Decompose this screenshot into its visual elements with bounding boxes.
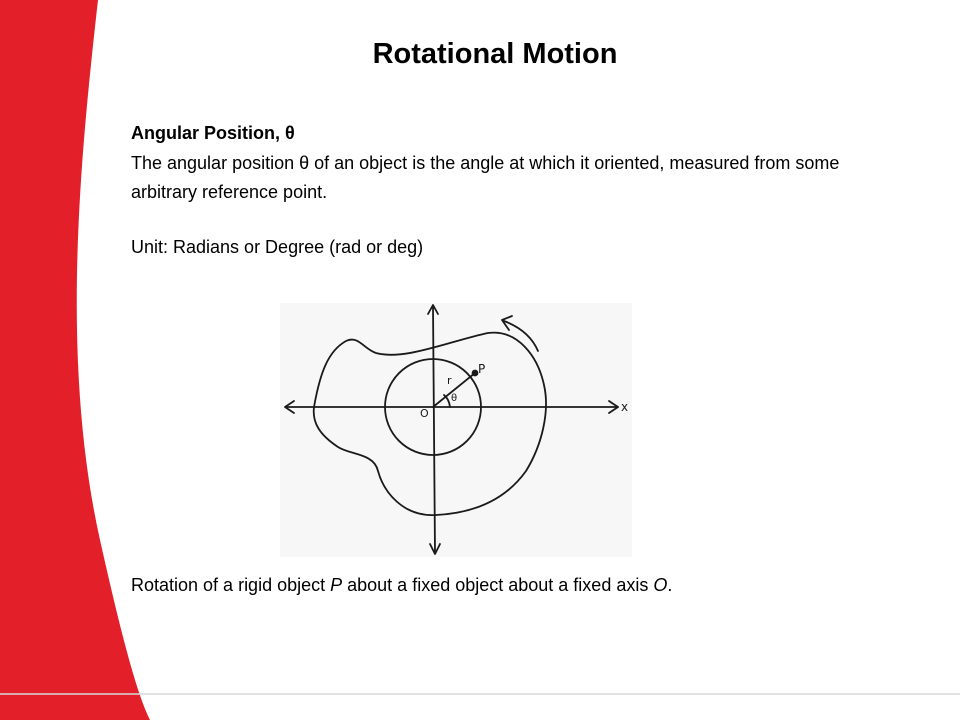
- slide-title: Rotational Motion: [372, 38, 618, 70]
- point-p-marker: [473, 371, 478, 376]
- caption-text-2: about a fixed object about a fixed axis: [342, 575, 654, 595]
- rotation-diagram: [280, 303, 632, 557]
- label-angle-theta: θ: [451, 393, 458, 404]
- figure-caption: [131, 575, 672, 596]
- caption-axis-o: O: [653, 575, 668, 595]
- angle-arc: [444, 395, 450, 407]
- label-x-axis: x: [621, 400, 629, 414]
- caption-object-p: P: [330, 575, 343, 595]
- label-point-p: P: [478, 362, 486, 376]
- label-radius-r: r: [447, 374, 452, 387]
- section-heading: Angular Position, θ: [131, 123, 295, 143]
- caption-text-3: .: [667, 575, 673, 595]
- unit-text: Unit: Radians or Degree (rad or deg): [131, 237, 424, 257]
- label-origin-o: O: [420, 407, 429, 420]
- definition-text: The angular position θ of an object is the angle at which it oriented, measured from some arbitrary reference point.: [131, 153, 840, 202]
- red-accent-shape: [0, 0, 150, 720]
- caption-text-1: Rotation of a rigid object: [131, 575, 331, 595]
